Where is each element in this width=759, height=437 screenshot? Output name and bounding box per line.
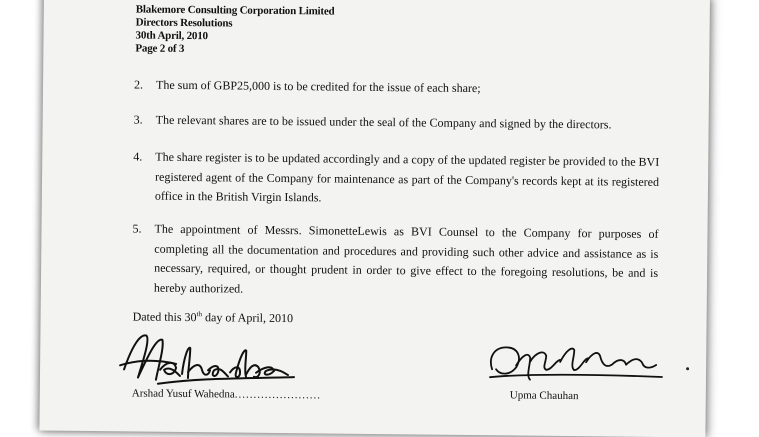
item-text: The appointment of Messrs. SimonetteLewis as BVI Counsel to the Company for purposes of completing all the documentation and procedures and providing such other advice and assistance as is necessary, required, or thought prudent in order to give effect to the foregoing resolutions, be and is hereby authorized. <box>153 221 659 296</box>
signature-line-dots: ....................... <box>234 388 322 402</box>
item-text: The share register is to be updated accordingly and a copy of the updated register be provided to the BVI registered agent of the Company for maintenance as part of the Company's records kept at its registered office in the British Virgin Islands. <box>154 149 660 205</box>
dated-rest: day of April, 2010 <box>201 310 294 326</box>
document-page <box>39 0 710 437</box>
company-name: Blakemore Consulting Corporation Limited <box>135 3 335 18</box>
signatory-1-name: Arshad Yusuf Wahedna <box>131 387 235 401</box>
signatory-name-1 <box>132 387 321 401</box>
resolution-item-2 <box>134 75 660 100</box>
item-number: 3. <box>133 112 143 127</box>
item-text: The relevant shares are to be issued under the seal of the Company and signed by the directors. <box>155 112 612 132</box>
signature-2-icon <box>486 339 666 389</box>
stray-mark <box>686 367 689 370</box>
item-number: 2. <box>133 77 144 92</box>
signature-1-icon <box>118 325 299 397</box>
document-date: 30th April, 2010 <box>135 29 208 43</box>
dated-ordinal: th <box>196 310 203 319</box>
item-number: 4. <box>133 149 143 164</box>
page-number: Page 2 of 3 <box>135 42 185 55</box>
document-header <box>135 3 334 57</box>
signatory-name-2 <box>510 389 579 402</box>
resolution-item-3 <box>134 110 660 135</box>
document-type: Directors Resolutions <box>135 16 233 30</box>
signatory-2-name: Upma Chauhan <box>509 389 579 403</box>
dated-line <box>133 309 294 326</box>
resolution-item-4 <box>133 147 660 211</box>
item-number: 5. <box>132 221 142 236</box>
resolution-item-5 <box>132 219 659 303</box>
item-text: The sum of GBP25,000 is to be credited for the issue of each share; <box>155 77 481 96</box>
dated-prefix: Dated this 30 <box>132 309 197 325</box>
